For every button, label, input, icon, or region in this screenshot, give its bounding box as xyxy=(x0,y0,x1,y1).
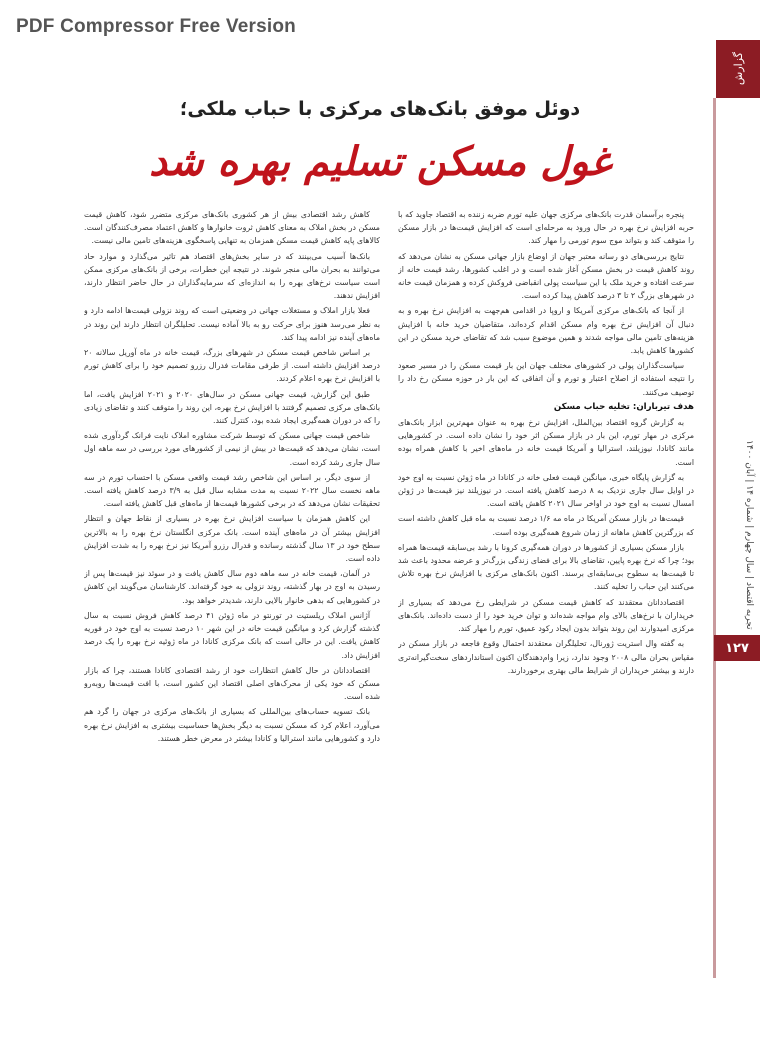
paragraph: نتایج بررسی‌های دو رسانه معتبر جهان از اوضاع بازار جهانی مسکن به نشان می‌دهد که روند کاهش قیمت در بخش مسکن آغاز شده است و در اغلب کشورها، رشد قیمت خانه از سرعت افتاده و خرید ملک با این سیاست پولی انقباضی فروکش کرده و همزمان قیمت خانه در شهرهای بزرگ ۲ تا ۳ درصد کاهش پیدا کرده است. xyxy=(398,251,694,301)
paragraph: از سوی دیگر، بر اساس این شاخص رشد قیمت واقعی مسکن با احتساب تورم در سه ماهه نخست سال ۲۰۲۲ نسبت به مدت مشابه سال قبل به ۳/۹ درصد کاهش یافته است. تحقیقات نشان می‌دهد که در برخی کشورها قیمت‌ها از ماه‌های قبل کاهش یافته است. xyxy=(84,472,380,509)
paragraph: فعلا بازار املاک و مستغلات جهانی در وضعیتی است که روند نزولی قیمت‌ها ادامه دارد و به نظر می‌رسد هنوز برای حرکت رو به بالا آماده نیست. تحلیلگران انتظار دارند این روند در ماه‌های آینده نیز ادامه پیدا کند. xyxy=(84,306,380,342)
paragraph: سیاست‌گذاران پولی در کشورهای مختلف جهان این بار قیمت مسکن را در مسیر صعود را نتیجه استفاده از اصلاح اعتبار و تورم و آن اتفاقی که این بار در حوزه مسکن رخ داد را توصیف می‌کنند. xyxy=(398,361,694,397)
kicker: دوئل موفق بانک‌های مرکزی با حباب ملکی؛ xyxy=(179,98,581,120)
subheading: هدف تیرباران: تخلیه حباب مسکن xyxy=(553,401,694,412)
section-tab xyxy=(716,40,760,98)
paragraph: پنجره برآسمان قدرت بانک‌های مرکزی جهان علیه تورم ضربه زننده به اقتصاد جاوید که با حربه افزایش نرخ بهره در حال ورود به مرحله‌ای است که افزایش قیمت‌ها در بازار مسکن را متوقف کند و بتواند موج سوم تورمی را مهار کند. xyxy=(398,210,694,246)
paragraph: طبق این گزارش، قیمت جهانی مسکن در سال‌های ۲۰۲۰ و ۲۰۲۱ افزایش یافت، اما بانک‌های مرکزی تصمیم گرفتند با افزایش نرخ بهره، این روند را متوقف کنند و تقاضای زیادی را که در دوران همه‌گیری ایجاد شده بود، کنترل کنند. xyxy=(84,389,380,426)
side-rule xyxy=(713,98,716,978)
paragraph: اقتصاددانان معتقدند که کاهش قیمت مسکن در شرایطی رخ می‌دهد که بسیاری از خریداران با نرخ‌های بالای وام مواجه شده‌اند و توان خرید خود را از دست داده‌اند. بانک‌های مرکزی امیدوارند این روند بتواند بدون ایجاد رکود عمیق، تورم را مهار کند. xyxy=(398,597,694,634)
paragraph: شاخص قیمت جهانی مسکن که توسط شرکت مشاوره املاک نایت فرانک گردآوری شده است، نشان می‌دهد که قیمت‌ها در بیش از نیمی از کشورهای مورد بررسی در سه ماهه اول سال جاری رشد کرده است. xyxy=(84,431,380,467)
right-column xyxy=(398,208,694,1028)
left-column xyxy=(84,208,380,1028)
paragraph: اقتصاددانان در حال کاهش انتظارات خود از رشد اقتصادی کانادا هستند، چرا که بازار مسکن که خود یکی از محرک‌های اصلی اقتصاد این کشور است، با افت قیمت‌ها روبه‌رو شده است. xyxy=(84,665,380,702)
paragraph: به گفته وال استریت ژورنال، تحلیلگران معتقدند احتمال وقوع فاجعه در بازار مسکن در مقیاس بحران مالی ۲۰۰۸ وجود ندارد، زیرا وام‌دهندگان اکنون استانداردهای سخت‌گیرانه‌تری دارند و بیشتر خریداران از شرایط مالی بهتری برخوردارند. xyxy=(398,639,694,675)
paragraph: کاهش رشد اقتصادی بیش از هر کشوری بانک‌های مرکزی متضرر شود، کاهش قیمت مسکن در بخش املاک به معنای کاهش ثروت خانوارها و کاهش اعتماد مصرف‌کنندگان است. کالاهای پایه کاهش قیمت مسکن همزمان به تنهایی پاسخگوی هزینه‌های تامین مالی نیست. xyxy=(84,210,380,246)
paragraph: به گزارش گروه اقتصاد بین‌الملل، افزایش نرخ بهره به عنوان مهم‌ترین ابزار بانک‌های مرکزی در مهار تورم، این بار در بازار مسکن اثر خود را نشان داده است. در کشورهایی مانند کانادا، نیوزیلند، استرالیا و آمریکا قیمت خانه در ماه‌های اخیر با کاهش همراه بوده است. xyxy=(398,418,694,467)
paragraph: آژانس املاک ریلستیت در تورنتو در ماه ژوئن ۴۱ درصد کاهش فروش نسبت به سال گذشته گزارش کرد و میانگین قیمت خانه در این شهر ۱۰ درصد نسبت به اوج خود در فوریه کاهش یافت. این در حالی است که بانک مرکزی کانادا در ماه ژوئیه نرخ بهره را یک درصد افزایش داد. xyxy=(84,610,380,660)
paragraph: در آلمان، قیمت خانه در سه ماهه دوم سال کاهش یافت و در سوئد نیز قیمت‌ها پس از رسیدن به اوج در بهار گذشته، روند نزولی به خود گرفته‌اند. کارشناسان می‌گویند این کاهش در کشورهایی که بدهی خانوار بالایی دارند، شدیدتر خواهد بود. xyxy=(84,569,380,605)
section-tab-label: گزارش xyxy=(731,52,745,86)
paragraph: بازار مسکن بسیاری از کشورها در دوران همه‌گیری کرونا با رشد بی‌سابقه قیمت‌ها همراه بود؛ چرا که نرخ بهره پایین، تقاضای بالا برای فضای زندگی بزرگ‌تر و عرضه محدود باعث شد تا قیمت‌ها به سطوح بی‌سابقه‌ای برسند. اکنون بانک‌های مرکزی با افزایش نرخ بهره تلاش می‌کنند این حباب را تخلیه کنند. xyxy=(398,542,694,592)
page-number: ۱۲۷ xyxy=(714,635,760,661)
paragraph: این کاهش همزمان با سیاست افزایش نرخ بهره در بسیاری از نقاط جهان و انتظار افزایش بیشتر آن در ماه‌های آینده است. بانک مرکزی انگلستان نرخ بهره را به بالاترین سطح خود در ۱۳ سال گذشته رسانده و فدرال رزرو آمریکا نیز نرخ بهره را به شدت افزایش داده است. xyxy=(84,514,380,564)
paragraph: قیمت‌ها در بازار مسکن آمریکا در ماه مه ۱/۶ درصد نسبت به ماه قبل کاهش داشته است که بزرگترین کاهش ماهانه از زمان شروع همه‌گیری بوده است. xyxy=(398,514,694,537)
paragraph: از آنجا که بانک‌های مرکزی آمریکا و اروپا در اقدامی هم‌جهت به افزایش نرخ بهره و به دنبال آن افزایش نرخ بهره وام مسکن اقدام کرده‌اند، متقاضیان خرید خانه با افزایش هزینه‌های تامین مالی مواجه شدند و همین موضوع سبب شد که تقاضای خرید مسکن در این کشورها کاهش یابد. xyxy=(398,306,694,356)
watermark: PDF Compressor Free Version xyxy=(16,16,296,37)
paragraph: به گزارش پایگاه خبری، میانگین قیمت فعلی خانه در کانادا در ماه ژوئن نسبت به اوج خود در اوایل سال جاری نزدیک به ۸ درصد کاهش یافته است. در نیوزیلند نیز قیمت‌ها در ژوئن امسال نسبت به اوج خود در اواخر سال ۲۰۲۱ کاهش یافته است. xyxy=(398,472,694,509)
headline: غول مسکن تسلیم بهره شد xyxy=(149,138,611,185)
paragraph: بر اساس شاخص قیمت مسکن در شهرهای بزرگ، قیمت خانه در ماه آوریل سالانه ۲۰ درصد افزایش داشته است. از طرفی مقامات فدرال رزرو تصمیم خود را برای کاهش تورم با افزایش نرخ بهره اعلام کردند. xyxy=(84,348,380,384)
paragraph: بانک‌ها آسیب می‌بینند که در سایر بخش‌های اقتصاد هم تاثیر می‌گذارد و موارد حاد می‌توانند به بحران مالی منجر شوند. در نتیجه این خطرات، برخی از بانک‌های مرکزی ممکن است سیاست نرخ‌های بهره را به اندازه‌ای که سرمایه‌گذاران در حال حاضر انتظار دارند، افزایش ندهند. xyxy=(84,251,380,301)
paragraph: بانک تسویه حساب‌های بین‌المللی که بسیاری از بانک‌های مرکزی در جهان را گرد هم می‌آورد، اعلام کرد که مسکن نسبت به دیگر بخش‌ها حساسیت بیشتری به افزایش نرخ بهره دارد و کشورهایی مانند استرالیا و کانادا بیشتر در معرض خطر هستند. xyxy=(84,707,380,743)
side-meta: تجربه اقتصاد | سال چهارم | شماره ۱۴ | آبان ۱۴۰۰ xyxy=(744,440,754,630)
